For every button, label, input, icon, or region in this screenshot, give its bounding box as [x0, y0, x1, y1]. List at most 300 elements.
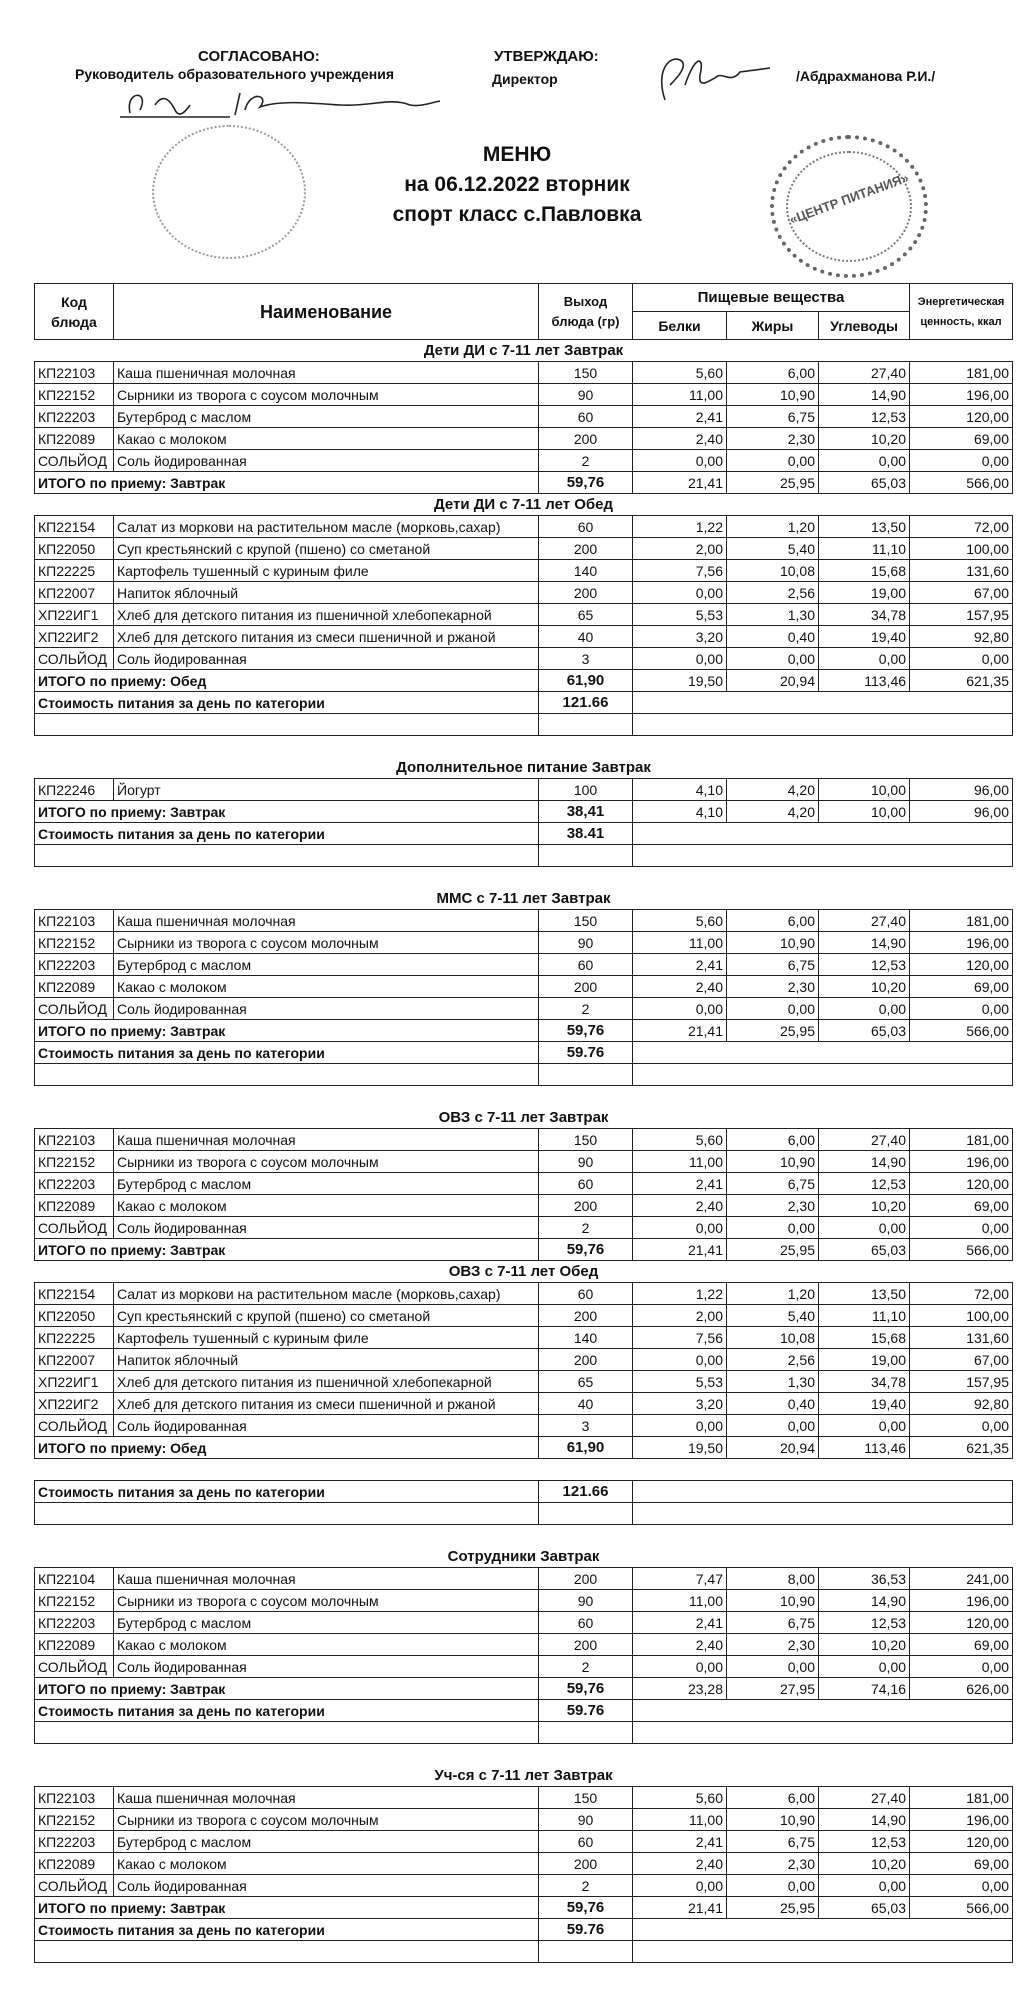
dish-row: [35, 516, 1013, 538]
dish-row: [35, 1393, 1013, 1415]
empty-cell: [539, 1941, 633, 1963]
dish-code: КП22154: [35, 1283, 114, 1305]
dish-protein: 4,10: [633, 779, 727, 801]
dish-carbs: 0,00: [819, 648, 910, 670]
total-fat: 25,95: [727, 1020, 819, 1042]
cost-row: [35, 1481, 1013, 1503]
dish-row: [35, 1831, 1013, 1853]
spacer-row: [35, 1744, 1013, 1766]
dish-carbs: 15,68: [819, 560, 910, 582]
dish-fat: 10,90: [727, 1809, 819, 1831]
dish-fat: 2,30: [727, 976, 819, 998]
dish-code: КП22203: [35, 1173, 114, 1195]
dish-yield: 2: [539, 1656, 633, 1678]
total-carbs: 10,00: [819, 801, 910, 823]
dish-fat: 10,90: [727, 384, 819, 406]
dish-row: [35, 1327, 1013, 1349]
section-title: ОВЗ с 7-11 лет Завтрак: [438, 1108, 609, 1126]
dish-carbs: 0,00: [819, 1415, 910, 1437]
dish-protein: 2,40: [633, 1195, 727, 1217]
dish-yield: 2: [539, 1217, 633, 1239]
dish-yield: 3: [539, 1415, 633, 1437]
dish-energy: 69,00: [910, 1195, 1013, 1217]
dish-energy: 196,00: [910, 1809, 1013, 1831]
dish-yield: 2: [539, 450, 633, 472]
dish-yield: 2: [539, 1875, 633, 1897]
dish-energy: 131,60: [910, 1327, 1013, 1349]
menu-table: [34, 283, 1013, 1984]
dish-code: КП22089: [35, 1634, 114, 1656]
dish-name: Хлеб для детского питания из смеси пшеничной и ржаной: [114, 1393, 539, 1415]
dish-fat: 0,00: [727, 998, 819, 1020]
dish-energy: 67,00: [910, 1349, 1013, 1371]
dish-yield: 2: [539, 998, 633, 1020]
dish-fat: 1,30: [727, 604, 819, 626]
col-nutrients: Пищевые вещества: [633, 284, 910, 312]
dish-row: [35, 1173, 1013, 1195]
dish-yield: 60: [539, 1612, 633, 1634]
dish-protein: 0,00: [633, 1415, 727, 1437]
total-yield: 59,76: [539, 1239, 633, 1261]
dish-energy: 120,00: [910, 954, 1013, 976]
spacer: [35, 1744, 1013, 1766]
cost-label: Стоимость питания за день по категории: [35, 692, 539, 714]
cost-row: [35, 1042, 1013, 1064]
dish-name: Сырники из творога с соусом молочным: [114, 1590, 539, 1612]
dish-protein: 5,53: [633, 1371, 727, 1393]
dish-protein: 0,00: [633, 450, 727, 472]
dish-fat: 10,08: [727, 1327, 819, 1349]
dish-name: Каша пшеничная молочная: [114, 1568, 539, 1590]
section-title: Дополнительное питание Завтрак: [396, 758, 651, 776]
dish-protein: 7,56: [633, 1327, 727, 1349]
cost-empty-cell: [633, 823, 1013, 845]
empty-cell: [539, 845, 633, 867]
cost-value: 121.66: [539, 1481, 633, 1503]
dish-fat: 0,00: [727, 450, 819, 472]
total-label: ИТОГО по приему: Завтрак: [35, 1020, 539, 1042]
dish-row: [35, 1283, 1013, 1305]
dish-row: [35, 1656, 1013, 1678]
dish-row: [35, 1129, 1013, 1151]
total-row: [35, 1437, 1013, 1459]
dish-name: Напиток яблочный: [114, 1349, 539, 1371]
dish-name: Салат из моркови на растительном масле (морковь,сахар): [114, 1283, 539, 1305]
total-label: ИТОГО по приему: Завтрак: [35, 1239, 539, 1261]
dish-row: [35, 604, 1013, 626]
agreed-signature-icon: [110, 85, 490, 125]
dish-code: КП22103: [35, 910, 114, 932]
total-label: ИТОГО по приему: Завтрак: [35, 472, 539, 494]
cost-row: [35, 1700, 1013, 1722]
dish-row: [35, 538, 1013, 560]
dish-protein: 2,40: [633, 428, 727, 450]
dish-fat: 10,90: [727, 932, 819, 954]
total-fat: 4,20: [727, 801, 819, 823]
dish-fat: 10,08: [727, 560, 819, 582]
section-title-row: [35, 494, 1013, 516]
total-fat: 20,94: [727, 1437, 819, 1459]
cost-value: 38.41: [539, 823, 633, 845]
dish-fat: 2,30: [727, 1634, 819, 1656]
dish-carbs: 0,00: [819, 1217, 910, 1239]
dish-fat: 1,30: [727, 1371, 819, 1393]
dish-energy: 67,00: [910, 582, 1013, 604]
dish-carbs: 27,40: [819, 910, 910, 932]
empty-cell: [35, 1064, 539, 1086]
dish-yield: 150: [539, 910, 633, 932]
dish-protein: 2,41: [633, 954, 727, 976]
dish-carbs: 0,00: [819, 1656, 910, 1678]
dish-protein: 2,41: [633, 1612, 727, 1634]
dish-protein: 2,41: [633, 1173, 727, 1195]
dish-row: [35, 1305, 1013, 1327]
dish-energy: 181,00: [910, 1787, 1013, 1809]
dish-carbs: 36,53: [819, 1568, 910, 1590]
spacer-row: [35, 1459, 1013, 1481]
total-energy: 566,00: [910, 1020, 1013, 1042]
dish-fat: 2,30: [727, 428, 819, 450]
cost-value: 59.76: [539, 1042, 633, 1064]
dish-name: Салат из моркови на растительном масле (морковь,сахар): [114, 516, 539, 538]
dish-row: [35, 1415, 1013, 1437]
cost-empty-cell: [633, 1481, 1013, 1503]
dish-name: Бутерброд с маслом: [114, 1831, 539, 1853]
dish-code: КП22089: [35, 1853, 114, 1875]
dish-row: [35, 1590, 1013, 1612]
spacer-row: [35, 1086, 1013, 1108]
dish-code: КП22203: [35, 1612, 114, 1634]
total-energy: 96,00: [910, 801, 1013, 823]
dish-name: Бутерброд с маслом: [114, 406, 539, 428]
dish-carbs: 27,40: [819, 362, 910, 384]
dish-protein: 0,00: [633, 1217, 727, 1239]
dish-carbs: 0,00: [819, 998, 910, 1020]
header-row-1: [35, 284, 1013, 312]
dish-carbs: 13,50: [819, 1283, 910, 1305]
dish-protein: 0,00: [633, 1656, 727, 1678]
dish-code: КП22089: [35, 1195, 114, 1217]
dish-energy: 131,60: [910, 560, 1013, 582]
dish-carbs: 14,90: [819, 1809, 910, 1831]
dish-yield: 100: [539, 779, 633, 801]
total-energy: 621,35: [910, 670, 1013, 692]
dish-row: [35, 1151, 1013, 1173]
dish-yield: 150: [539, 1129, 633, 1151]
dish-code: КП22007: [35, 582, 114, 604]
dish-carbs: 0,00: [819, 450, 910, 472]
dish-protein: 11,00: [633, 1809, 727, 1831]
dish-code: ХП22ИГ2: [35, 1393, 114, 1415]
dish-fat: 1,20: [727, 516, 819, 538]
dish-code: КП22203: [35, 1831, 114, 1853]
dish-carbs: 15,68: [819, 1327, 910, 1349]
dish-name: Суп крестьянский с крупой (пшено) со сметаной: [114, 1305, 539, 1327]
total-protein: 21,41: [633, 1897, 727, 1919]
dish-carbs: 10,20: [819, 1634, 910, 1656]
dish-carbs: 13,50: [819, 516, 910, 538]
approve-label: УТВЕРЖДАЮ:: [494, 48, 599, 65]
dish-row: [35, 648, 1013, 670]
dish-code: СОЛЬЙОД: [35, 1875, 114, 1897]
section-title-row: [35, 888, 1013, 910]
dish-fat: 2,30: [727, 1195, 819, 1217]
total-row: [35, 801, 1013, 823]
total-label: ИТОГО по приему: Завтрак: [35, 1897, 539, 1919]
dish-name: Какао с молоком: [114, 1853, 539, 1875]
dish-energy: 120,00: [910, 1831, 1013, 1853]
dish-code: КП22203: [35, 954, 114, 976]
dish-row: [35, 1853, 1013, 1875]
title-date: на 06.12.2022 вторник: [404, 173, 630, 196]
dish-protein: 2,41: [633, 406, 727, 428]
empty-cell: [633, 1722, 1013, 1744]
dish-yield: 90: [539, 932, 633, 954]
dish-yield: 60: [539, 954, 633, 976]
director-signature-icon: [650, 50, 790, 110]
dish-protein: 11,00: [633, 384, 727, 406]
dish-code: СОЛЬЙОД: [35, 1656, 114, 1678]
dish-code: КП22050: [35, 538, 114, 560]
dish-fat: 6,75: [727, 406, 819, 428]
dish-fat: 10,90: [727, 1590, 819, 1612]
dish-carbs: 10,20: [819, 976, 910, 998]
dish-fat: 10,90: [727, 1151, 819, 1173]
dish-code: КП22154: [35, 516, 114, 538]
dish-yield: 65: [539, 604, 633, 626]
dish-energy: 72,00: [910, 516, 1013, 538]
dish-protein: 11,00: [633, 1590, 727, 1612]
dish-name: Сырники из творога с соусом молочным: [114, 1809, 539, 1831]
dish-name: Каша пшеничная молочная: [114, 362, 539, 384]
total-fat: 25,95: [727, 472, 819, 494]
total-protein: 19,50: [633, 670, 727, 692]
spacer-row: [35, 736, 1013, 758]
dish-energy: 120,00: [910, 1173, 1013, 1195]
dish-fat: 6,75: [727, 954, 819, 976]
dish-name: Картофель тушенный с куриным филе: [114, 1327, 539, 1349]
dish-code: КП22203: [35, 406, 114, 428]
empty-cell: [539, 714, 633, 736]
dish-code: ХП22ИГ1: [35, 1371, 114, 1393]
dish-code: СОЛЬЙОД: [35, 1217, 114, 1239]
cost-value: 59.76: [539, 1700, 633, 1722]
dish-protein: 0,00: [633, 648, 727, 670]
dish-fat: 0,40: [727, 1393, 819, 1415]
dish-energy: 0,00: [910, 1217, 1013, 1239]
dish-name: Какао с молоком: [114, 976, 539, 998]
cost-row: [35, 1919, 1013, 1941]
total-energy: 566,00: [910, 1239, 1013, 1261]
dish-protein: 5,60: [633, 1129, 727, 1151]
dish-energy: 0,00: [910, 1415, 1013, 1437]
spacer-row: [35, 1525, 1013, 1547]
dish-row: [35, 1217, 1013, 1239]
dish-row: [35, 1612, 1013, 1634]
dish-code: КП22152: [35, 932, 114, 954]
dish-carbs: 12,53: [819, 406, 910, 428]
dish-fat: 0,00: [727, 1217, 819, 1239]
dish-code: КП22050: [35, 1305, 114, 1327]
section-title: Дети ДИ с 7-11 лет Обед: [433, 495, 614, 513]
dish-protein: 2,40: [633, 1634, 727, 1656]
dish-name: Сырники из творога с соусом молочным: [114, 1151, 539, 1173]
total-fat: 20,94: [727, 670, 819, 692]
dish-fat: 6,00: [727, 1787, 819, 1809]
dish-energy: 0,00: [910, 1875, 1013, 1897]
total-energy: 626,00: [910, 1678, 1013, 1700]
empty-cell: [633, 1503, 1013, 1525]
cost-label: Стоимость питания за день по категории: [35, 823, 539, 845]
dish-yield: 60: [539, 1831, 633, 1853]
total-row: [35, 472, 1013, 494]
dish-fat: 2,30: [727, 1853, 819, 1875]
dish-carbs: 12,53: [819, 1612, 910, 1634]
dish-fat: 0,00: [727, 1875, 819, 1897]
total-yield: 59,76: [539, 1020, 633, 1042]
dish-yield: 60: [539, 406, 633, 428]
dish-yield: 90: [539, 1809, 633, 1831]
dish-name: Суп крестьянский с крупой (пшено) со сметаной: [114, 538, 539, 560]
approve-name: /Абдрахманова Р.И./: [796, 68, 936, 84]
dish-energy: 196,00: [910, 1590, 1013, 1612]
dish-row: [35, 626, 1013, 648]
dish-carbs: 10,20: [819, 1195, 910, 1217]
dish-protein: 2,00: [633, 1305, 727, 1327]
dish-energy: 181,00: [910, 1129, 1013, 1151]
cost-empty-cell: [633, 1700, 1013, 1722]
dish-energy: 69,00: [910, 1634, 1013, 1656]
section-title-row: [35, 1546, 1013, 1568]
dish-fat: 6,75: [727, 1831, 819, 1853]
dish-name: Бутерброд с маслом: [114, 1612, 539, 1634]
dish-carbs: 19,40: [819, 626, 910, 648]
section-title: Уч-ся с 7-11 лет Завтрак: [434, 1766, 613, 1784]
dish-fat: 6,00: [727, 362, 819, 384]
dish-energy: 92,80: [910, 1393, 1013, 1415]
total-label: ИТОГО по приему: Обед: [35, 1437, 539, 1459]
dish-row: [35, 779, 1013, 801]
dish-fat: 5,40: [727, 1305, 819, 1327]
dish-code: КП22103: [35, 362, 114, 384]
dish-name: Какао с молоком: [114, 1195, 539, 1217]
dish-carbs: 14,90: [819, 1590, 910, 1612]
total-protein: 23,28: [633, 1678, 727, 1700]
total-carbs: 65,03: [819, 472, 910, 494]
dish-energy: 181,00: [910, 362, 1013, 384]
dish-protein: 11,00: [633, 1151, 727, 1173]
total-yield: 61,90: [539, 1437, 633, 1459]
total-row: [35, 1897, 1013, 1919]
dish-yield: 60: [539, 516, 633, 538]
agreed-label: СОГЛАСОВАНО:: [198, 48, 320, 65]
dish-carbs: 11,10: [819, 538, 910, 560]
dish-name: Картофель тушенный с куриным филе: [114, 560, 539, 582]
dish-protein: 0,00: [633, 998, 727, 1020]
dish-protein: 0,00: [633, 1875, 727, 1897]
dish-name: Бутерброд с маслом: [114, 954, 539, 976]
dish-yield: 3: [539, 648, 633, 670]
dish-row: [35, 1568, 1013, 1590]
dish-row: [35, 998, 1013, 1020]
dish-energy: 69,00: [910, 428, 1013, 450]
dish-carbs: 10,00: [819, 779, 910, 801]
dish-name: Соль йодированная: [114, 450, 539, 472]
spacer: [35, 1459, 1013, 1481]
cost-label: Стоимость питания за день по категории: [35, 1481, 539, 1503]
col-code: Код блюда: [35, 284, 114, 340]
empty-cell: [633, 714, 1013, 736]
dish-fat: 6,00: [727, 1129, 819, 1151]
total-row: [35, 670, 1013, 692]
dish-name: Сырники из творога с соусом молочным: [114, 384, 539, 406]
dish-name: Бутерброд с маслом: [114, 1173, 539, 1195]
dish-row: [35, 450, 1013, 472]
total-carbs: 113,46: [819, 670, 910, 692]
dish-carbs: 12,53: [819, 1831, 910, 1853]
empty-cell: [35, 1503, 539, 1525]
dish-energy: 0,00: [910, 648, 1013, 670]
dish-row: [35, 362, 1013, 384]
dish-protein: 5,60: [633, 362, 727, 384]
dish-energy: 0,00: [910, 998, 1013, 1020]
empty-cell: [633, 1064, 1013, 1086]
dish-carbs: 12,53: [819, 1173, 910, 1195]
dish-carbs: 14,90: [819, 384, 910, 406]
dish-energy: 69,00: [910, 1853, 1013, 1875]
col-carbs: Углеводы: [819, 312, 910, 340]
dish-code: СОЛЬЙОД: [35, 450, 114, 472]
dish-carbs: 19,40: [819, 1393, 910, 1415]
dish-code: СОЛЬЙОД: [35, 1415, 114, 1437]
col-name: Наименование: [114, 284, 539, 340]
spacer: [35, 1525, 1013, 1547]
dish-fat: 2,56: [727, 582, 819, 604]
dish-name: Соль йодированная: [114, 1217, 539, 1239]
total-fat: 25,95: [727, 1239, 819, 1261]
empty-cell: [35, 1941, 539, 1963]
dish-row: [35, 1634, 1013, 1656]
spacer: [35, 736, 1013, 758]
agreed-role: Руководитель образовательного учреждения: [75, 66, 395, 82]
dish-carbs: 27,40: [819, 1787, 910, 1809]
dish-code: КП22152: [35, 1590, 114, 1612]
empty-cell: [35, 1722, 539, 1744]
dish-row: [35, 384, 1013, 406]
dish-yield: 200: [539, 538, 633, 560]
total-protein: 21,41: [633, 1020, 727, 1042]
total-fat: 27,95: [727, 1678, 819, 1700]
dish-name: Каша пшеничная молочная: [114, 1129, 539, 1151]
total-yield: 59,76: [539, 1897, 633, 1919]
dish-carbs: 34,78: [819, 1371, 910, 1393]
dish-energy: 196,00: [910, 1151, 1013, 1173]
total-protein: 21,41: [633, 472, 727, 494]
dish-yield: 200: [539, 582, 633, 604]
document-title: [0, 140, 1034, 230]
total-carbs: 113,46: [819, 1437, 910, 1459]
dish-energy: 0,00: [910, 1656, 1013, 1678]
empty-row: [35, 1064, 1013, 1086]
dish-fat: 2,56: [727, 1349, 819, 1371]
empty-cell: [539, 1503, 633, 1525]
dish-name: Каша пшеничная молочная: [114, 910, 539, 932]
dish-protein: 2,41: [633, 1831, 727, 1853]
dish-yield: 90: [539, 384, 633, 406]
col-fat: Жиры: [727, 312, 819, 340]
total-row: [35, 1678, 1013, 1700]
dish-fat: 0,00: [727, 1415, 819, 1437]
